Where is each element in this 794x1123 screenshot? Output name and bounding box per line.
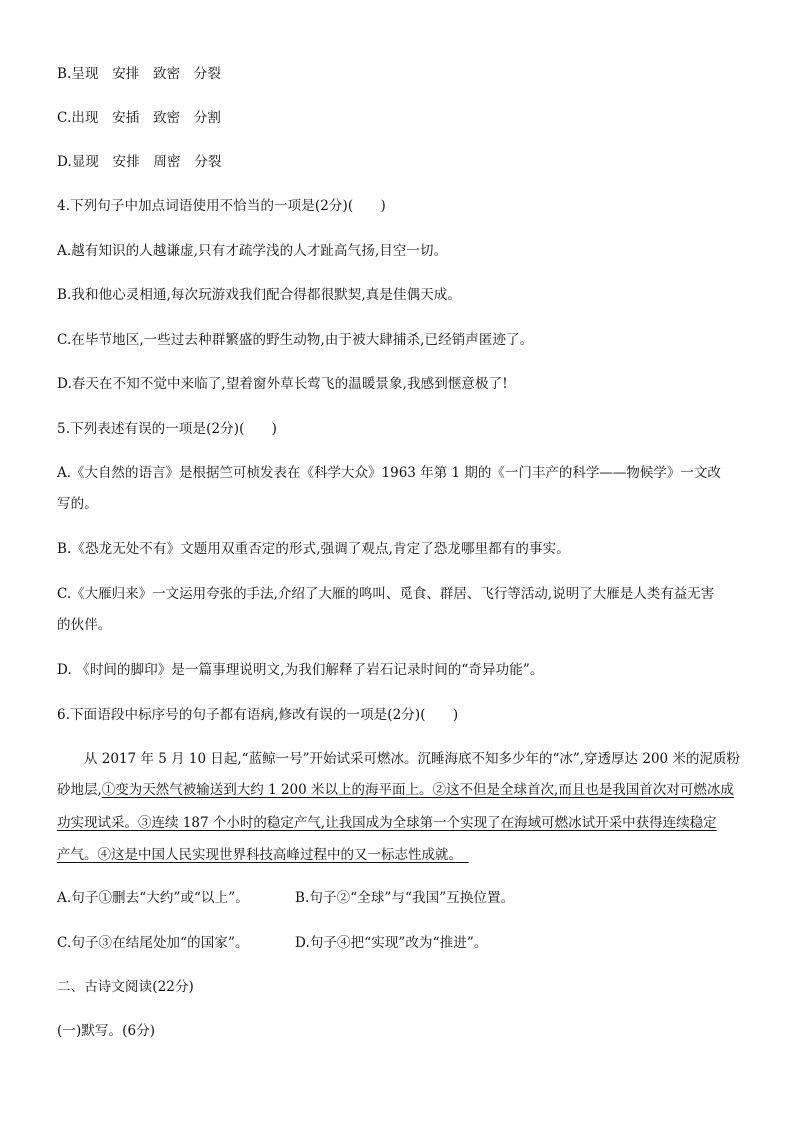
q3-option-d: D.显现 安排 周密 分裂 (57, 154, 222, 170)
q6-option-b: B.句子②“全球”与“我国”互换位置。 (295, 890, 515, 906)
q6-passage-underlined-2: 功实现试采。③连续 187 个小时的稳定产气,让我国成为全球第一个实现了在海域可燃冰试开采中获得连续稳定 (57, 815, 717, 831)
q5-option-a-line2: 写的。 (57, 496, 98, 512)
section2-sub1: (一)默写。(6分) (57, 1023, 156, 1039)
q5-option-b: B.《恐龙无处不有》文题用双重否定的形式,强调了观点,肯定了恐龙哪里都有的事实。 (57, 541, 570, 557)
q6-passage-underlined-3: 产气。④这是中国人民实现世界科技高峰过程中的又一标志性成就。 (57, 847, 456, 863)
q6-option-a: A.句子①删去“大约”或“以上”。 (57, 890, 249, 906)
q6-passage-line3 (57, 813, 743, 833)
q5-option-a-line1: A.《大自然的语言》是根据竺可桢发表在《科学大众》1963 年第 1 期的《一门丰产的科学——物候学》一文改 (57, 465, 721, 481)
q6-passage-line2 (57, 780, 743, 800)
q6-option-d: D.句子④把“实现”改为“推进”。 (295, 935, 488, 951)
q6-passage-underlined-1: ①变为天然气被输送到大约 1 200 米以上的海平面上。②这不但是全球首次,而且也是我国首次对可燃冰成 (101, 782, 734, 798)
q6-passage-line4 (57, 845, 743, 865)
q6-stem: 6.下面语段中标序号的句子都有语病,修改有误的一项是(2分)( ) (57, 707, 459, 723)
q6-passage-plain: 砂地层, (57, 782, 102, 798)
q3-option-c: C.出现 安插 致密 分割 (57, 110, 221, 126)
q3-option-b: B.呈现 安排 致密 分裂 (57, 66, 222, 82)
q5-option-c-line1: C.《大雁归来》一文运用夸张的手法,介绍了大雁的鸣叫、觅食、群居、飞行等活动,说明了大雁是人类有益无害 (57, 586, 715, 602)
q4-option-d: D.春天在不知不觉中来临了,望着窗外草长莺飞的温暖景象,我感到惬意极了! (57, 376, 508, 392)
q4-option-b: B.我和他心灵相通,每次玩游戏我们配合得都很默契,真是佳偶天成。 (57, 287, 461, 303)
q4-stem: 4.下列句子中加点词语使用不恰当的一项是(2分)( ) (57, 198, 386, 214)
q5-stem: 5.下列表述有误的一项是(2分)( ) (57, 421, 278, 437)
q6-options-row2 (57, 933, 747, 953)
q6-passage-line1: 从 2017 年 5 月 10 日起,“蓝鲸一号”开始试采可燃冰。沉睡海底不知多少年的“冰”,穿透厚达 200 米的泥质粉 (84, 751, 740, 767)
section2-title: 二、古诗文阅读(22分) (57, 979, 194, 995)
q4-option-c: C.在毕节地区,一些过去种群繁盛的野生动物,由于被大肆捕杀,已经销声匿迹了。 (57, 332, 534, 348)
q6-options-row1 (57, 888, 747, 908)
q4-option-a: A.越有知识的人越谦虚,只有才疏学浅的人才趾高气扬,目空一切。 (57, 243, 448, 259)
q5-option-c-line2: 的伙伴。 (57, 617, 112, 633)
q6-option-c: C.句子③在结尾处加“的国家”。 (57, 935, 249, 951)
q5-option-d: D. 《时间的脚印》是一篇事理说明文,为我们解释了岩石记录时间的“奇异功能”。 (57, 662, 544, 678)
